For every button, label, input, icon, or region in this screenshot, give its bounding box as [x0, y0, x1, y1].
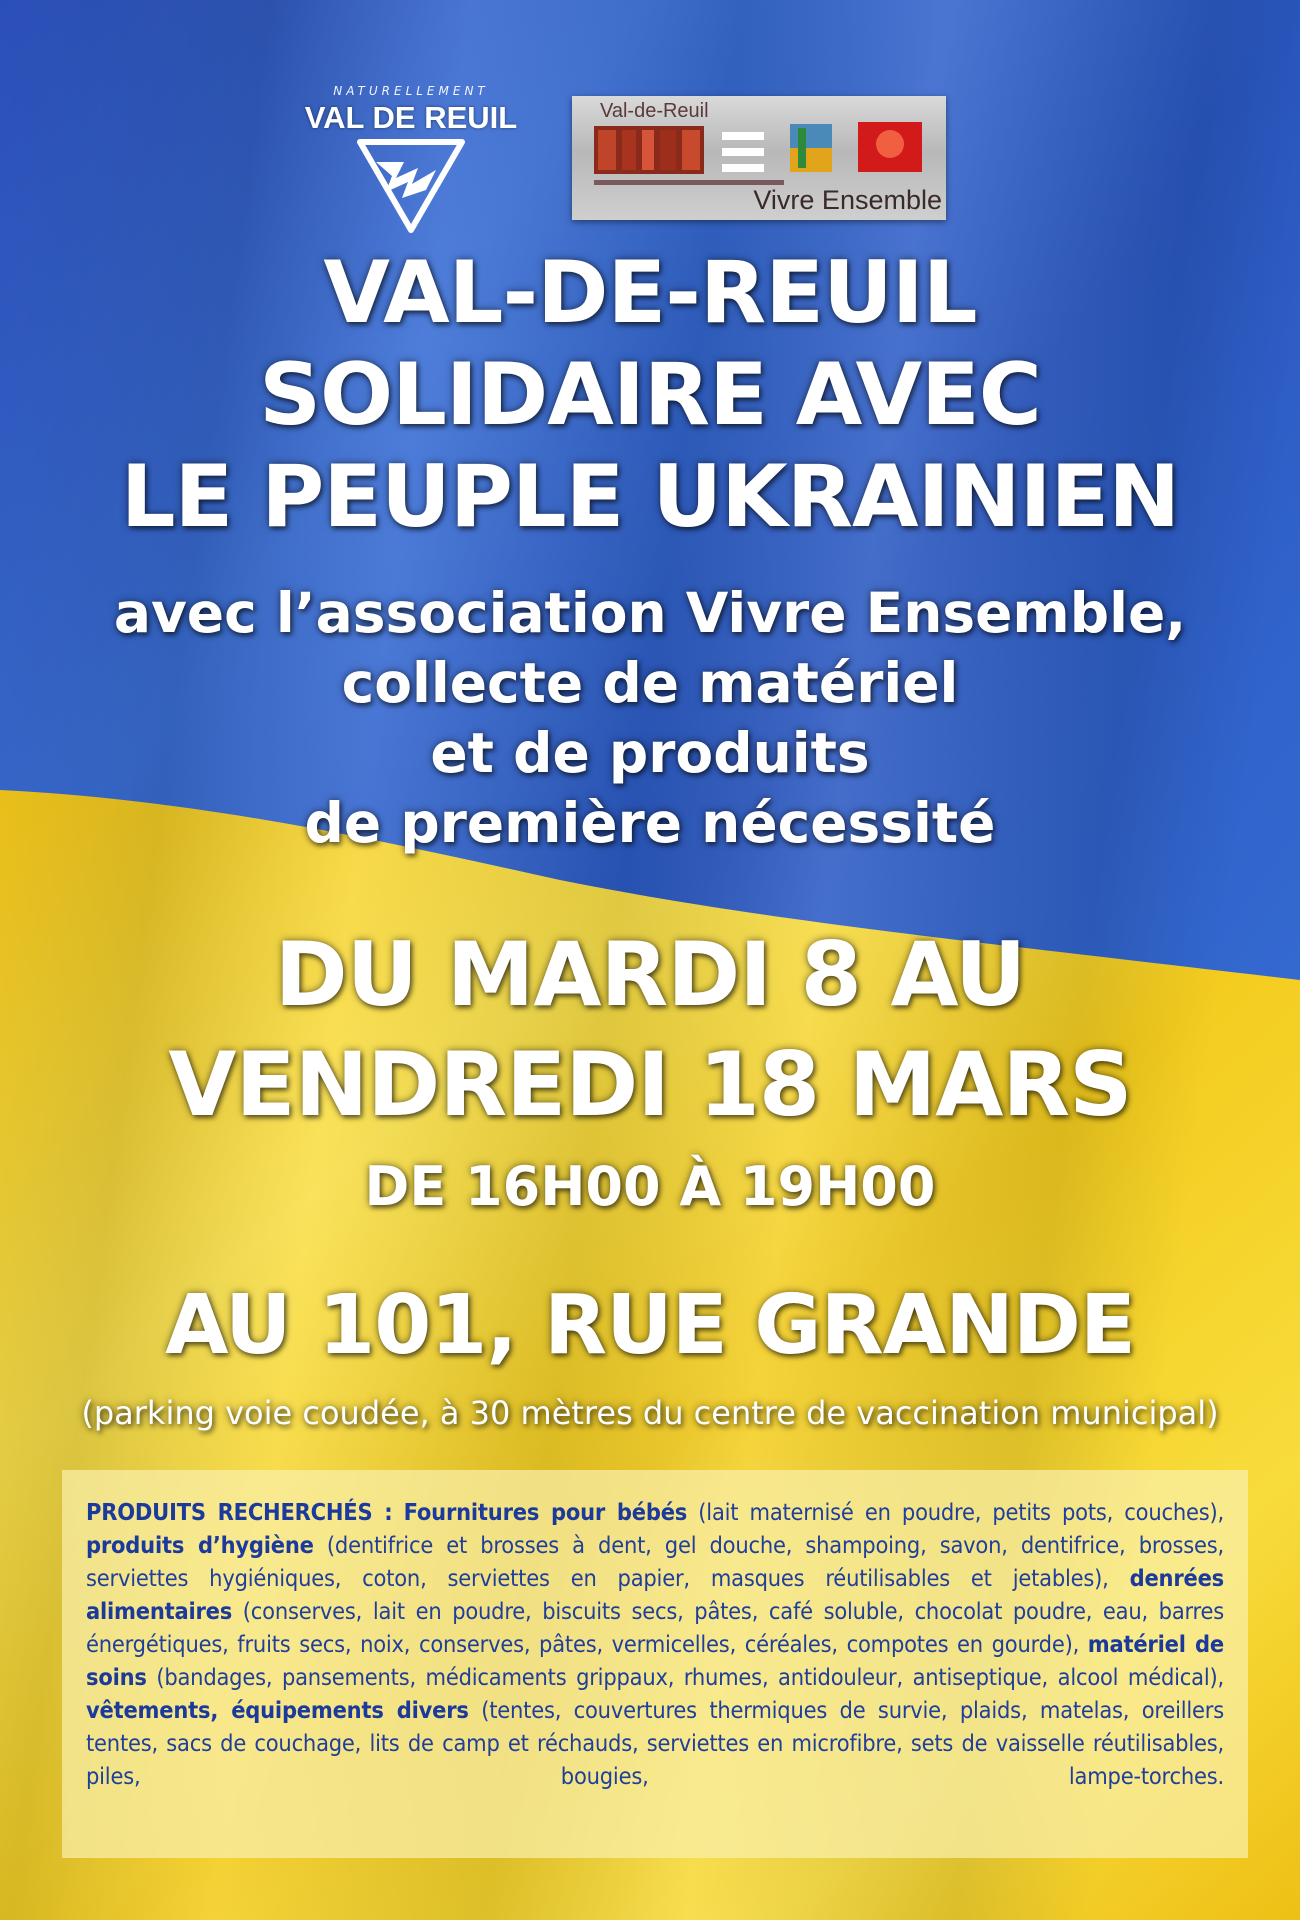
subheadline-line-1: avec l’association Vivre Ensemble, [113, 581, 1187, 645]
headline-line-3: LE PEUPLE UKRAINIEN [120, 447, 1180, 547]
products-cat-clothing-items: (tentes, couvertures thermiques de survie, plaids, matelas, oreillers tentes, sacs de couchage, lits de camp et réchauds, serviettes en microfibre, sets de vaisselle réutilisables, piles, bougies, lampe-torches. [86, 1696, 1224, 1790]
headline-line-1: VAL-DE-REUIL [323, 243, 977, 343]
products-cat-clothing: vêtements, équipements divers [86, 1696, 469, 1724]
logo-ve-bottom-text: Vivre Ensemble [753, 185, 942, 215]
products-cat-food: denrées alimentaires [86, 1564, 1224, 1625]
products-cat-care: matériel de soins [86, 1630, 1224, 1691]
dates-line-2: VENDREDI 18 MARS [168, 1033, 1132, 1136]
logo-name: VAL DE REUIL [304, 100, 518, 135]
products-cat-baby: Fournitures pour bébés [403, 1498, 688, 1526]
subheadline [0, 578, 1300, 858]
subheadline-line-2: collecte de matériel [341, 651, 959, 715]
event-dates [0, 920, 1300, 1140]
products-wanted-text [86, 1496, 1224, 1793]
logo-triangle-icon [356, 138, 466, 234]
event-hours: DE 16H00 À 19H00 [364, 1155, 936, 1218]
dates-line-1: DU MARDI 8 AU [274, 923, 1026, 1026]
headline-line-2: SOLIDAIRE AVEC [259, 345, 1041, 445]
products-cat-hygiene-items: (dentifrice et brosses à dent, gel douche, shampoing, savon, dentifrice, brosses, serviettes hygiéniques, coton, serviettes en papier, masques réutilisables et jetables), [86, 1531, 1224, 1592]
logo-ve-top-text: Val-de-Reuil [600, 100, 709, 122]
products-cat-care-items: (bandages, pansements, médicaments grippaux, rhumes, antidouleur, antiseptique, alcool médical), [146, 1663, 1224, 1691]
parking-note: (parking voie coudée, à 30 mètres du centre de vaccination municipal) [81, 1394, 1219, 1432]
headline [0, 242, 1300, 548]
event-address: AU 101, RUE GRANDE [165, 1278, 1135, 1373]
vivre-ensemble-logo [572, 96, 946, 220]
val-de-reuil-logo [300, 84, 522, 234]
products-cat-hygiene: produits d’hygiène [86, 1531, 314, 1559]
products-intro: PRODUITS RECHERCHÉS : [86, 1498, 393, 1526]
products-cat-baby-items: (lait maternisé en poudre, petits pots, couches), [687, 1498, 1224, 1526]
subheadline-line-4: de première nécessité [304, 791, 996, 855]
products-wanted-box [62, 1470, 1248, 1858]
products-cat-food-items: (conserves, lait en poudre, biscuits secs, pâtes, café soluble, chocolat poudre, eau, barres énergétiques, fruits secs, noix, conserves, pâtes, vermicelles, céréales, compotes en gourde), [86, 1597, 1224, 1658]
subheadline-line-3: et de produits [430, 721, 870, 785]
logo-tagline: NATURELLEMENT [333, 84, 489, 98]
